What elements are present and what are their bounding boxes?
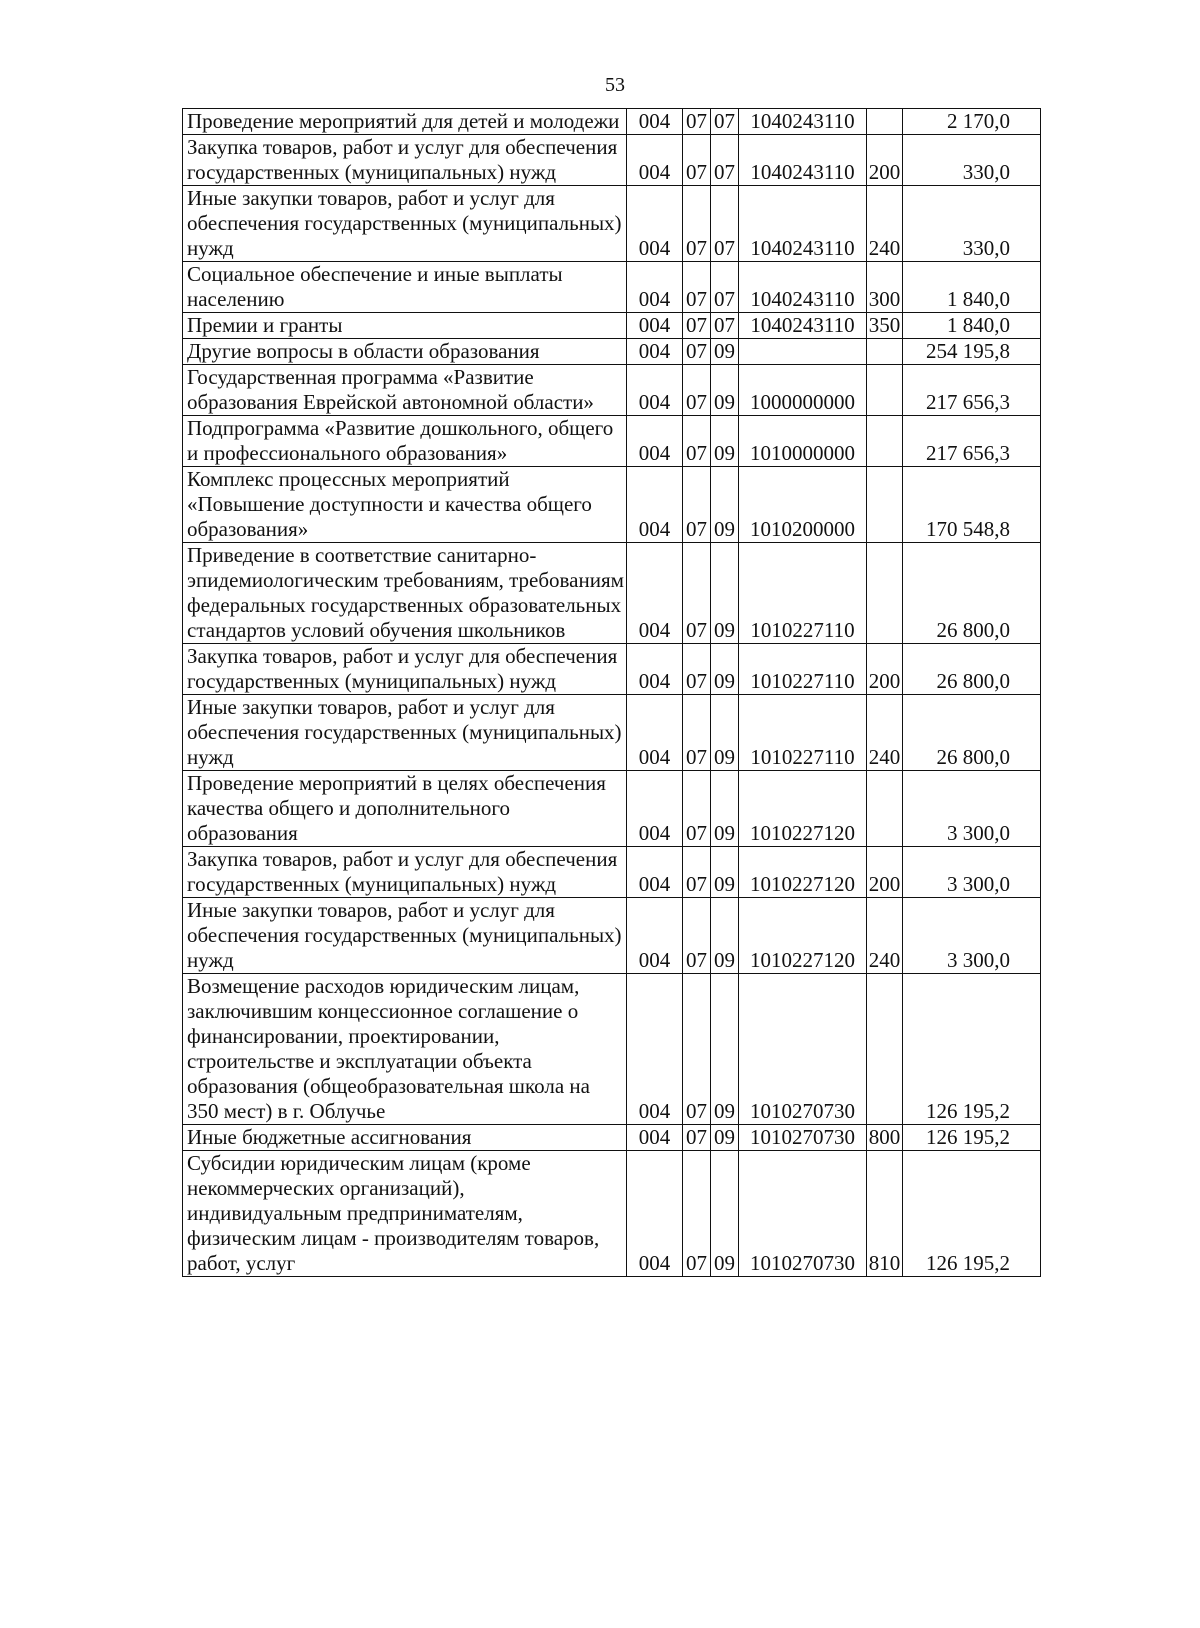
amount-cell: 1 840,0 <box>903 262 1041 313</box>
section-code-cell: 07 <box>683 339 711 365</box>
subsection-code-cell: 09 <box>711 1151 739 1277</box>
target-article-cell: 1010227120 <box>739 771 867 847</box>
ministry-code-cell: 004 <box>627 898 683 974</box>
budget-table <box>182 108 1041 1277</box>
row-name-cell: Государственная программа «Развитие образования Еврейской автономной области» <box>183 365 627 416</box>
row-name-cell: Иные закупки товаров, работ и услуг для обеспечения государственных (муниципальных) нужд <box>183 186 627 262</box>
expense-type-cell <box>867 543 903 644</box>
row-name-cell: Приведение в соответствие санитарно-эпидемиологическим требованиям, требованиям федеральных государственных образовательных стандартов условий обучения школьников <box>183 543 627 644</box>
expense-type-cell: 240 <box>867 186 903 262</box>
table-row <box>183 416 1041 467</box>
row-name-cell: Возмещение расходов юридическим лицам, заключившим концессионное соглашение о финансировании, проектировании, строительстве и эксплуатации объекта образования (общеобразовательная школа на 350 мест) в г. Облучье <box>183 974 627 1125</box>
target-article-cell: 1010227110 <box>739 543 867 644</box>
amount-cell: 26 800,0 <box>903 644 1041 695</box>
target-article-cell: 1010227120 <box>739 847 867 898</box>
row-name-cell: Подпрограмма «Развитие дошкольного, общего и профессионального образования» <box>183 416 627 467</box>
row-name-cell: Социальное обеспечение и иные выплаты населению <box>183 262 627 313</box>
section-code-cell: 07 <box>683 1151 711 1277</box>
target-article-cell: 1010270730 <box>739 1151 867 1277</box>
table-row <box>183 695 1041 771</box>
expense-type-cell: 810 <box>867 1151 903 1277</box>
expense-type-cell: 240 <box>867 695 903 771</box>
table-row <box>183 644 1041 695</box>
table-row <box>183 339 1041 365</box>
table-row <box>183 898 1041 974</box>
amount-cell: 1 840,0 <box>903 313 1041 339</box>
row-name-cell: Проведение мероприятий для детей и молодежи <box>183 109 627 135</box>
subsection-code-cell: 09 <box>711 416 739 467</box>
target-article-cell: 1010270730 <box>739 974 867 1125</box>
table-row <box>183 313 1041 339</box>
section-code-cell: 07 <box>683 416 711 467</box>
target-article-cell: 1010227120 <box>739 898 867 974</box>
expense-type-cell: 200 <box>867 847 903 898</box>
table-row <box>183 467 1041 543</box>
ministry-code-cell: 004 <box>627 644 683 695</box>
amount-cell: 126 195,2 <box>903 1151 1041 1277</box>
expense-type-cell <box>867 467 903 543</box>
ministry-code-cell: 004 <box>627 262 683 313</box>
amount-cell: 3 300,0 <box>903 771 1041 847</box>
ministry-code-cell: 004 <box>627 467 683 543</box>
table-row <box>183 109 1041 135</box>
ministry-code-cell: 004 <box>627 109 683 135</box>
row-name-cell: Комплекс процессных мероприятий «Повышение доступности и качества общего образования» <box>183 467 627 543</box>
subsection-code-cell: 09 <box>711 467 739 543</box>
target-article-cell: 1040243110 <box>739 186 867 262</box>
expense-type-cell: 300 <box>867 262 903 313</box>
row-name-cell: Иные бюджетные ассигнования <box>183 1125 627 1151</box>
subsection-code-cell: 09 <box>711 695 739 771</box>
subsection-code-cell: 07 <box>711 186 739 262</box>
row-name-cell: Закупка товаров, работ и услуг для обеспечения государственных (муниципальных) нужд <box>183 135 627 186</box>
ministry-code-cell: 004 <box>627 1151 683 1277</box>
target-article-cell: 1010227110 <box>739 644 867 695</box>
amount-cell: 330,0 <box>903 186 1041 262</box>
amount-cell: 26 800,0 <box>903 543 1041 644</box>
row-name-cell: Проведение мероприятий в целях обеспечения качества общего и дополнительного образования <box>183 771 627 847</box>
amount-cell: 217 656,3 <box>903 365 1041 416</box>
table-row <box>183 262 1041 313</box>
amount-cell: 2 170,0 <box>903 109 1041 135</box>
amount-cell: 254 195,8 <box>903 339 1041 365</box>
subsection-code-cell: 09 <box>711 898 739 974</box>
ministry-code-cell: 004 <box>627 543 683 644</box>
expense-type-cell: 800 <box>867 1125 903 1151</box>
amount-cell: 330,0 <box>903 135 1041 186</box>
target-article-cell: 1010200000 <box>739 467 867 543</box>
row-name-cell: Иные закупки товаров, работ и услуг для обеспечения государственных (муниципальных) нужд <box>183 695 627 771</box>
expense-type-cell <box>867 974 903 1125</box>
section-code-cell: 07 <box>683 974 711 1125</box>
section-code-cell: 07 <box>683 135 711 186</box>
subsection-code-cell: 07 <box>711 262 739 313</box>
section-code-cell: 07 <box>683 313 711 339</box>
subsection-code-cell: 09 <box>711 847 739 898</box>
row-name-cell: Субсидии юридическим лицам (кроме некоммерческих организаций), индивидуальным предпринимателям, физическим лицам - производителям товаров, работ, услуг <box>183 1151 627 1277</box>
table-row <box>183 365 1041 416</box>
section-code-cell: 07 <box>683 644 711 695</box>
target-article-cell: 1040243110 <box>739 109 867 135</box>
row-name-cell: Иные закупки товаров, работ и услуг для обеспечения государственных (муниципальных) нужд <box>183 898 627 974</box>
table-row <box>183 135 1041 186</box>
expense-type-cell <box>867 771 903 847</box>
ministry-code-cell: 004 <box>627 135 683 186</box>
row-name-cell: Закупка товаров, работ и услуг для обеспечения государственных (муниципальных) нужд <box>183 644 627 695</box>
expense-type-cell <box>867 339 903 365</box>
table-body <box>183 109 1041 1277</box>
amount-cell: 3 300,0 <box>903 898 1041 974</box>
section-code-cell: 07 <box>683 186 711 262</box>
amount-cell: 26 800,0 <box>903 695 1041 771</box>
target-article-cell: 1010000000 <box>739 416 867 467</box>
section-code-cell: 07 <box>683 109 711 135</box>
target-article-cell: 1040243110 <box>739 262 867 313</box>
amount-cell: 170 548,8 <box>903 467 1041 543</box>
amount-cell: 217 656,3 <box>903 416 1041 467</box>
section-code-cell: 07 <box>683 467 711 543</box>
table-row <box>183 974 1041 1125</box>
target-article-cell: 1040243110 <box>739 313 867 339</box>
subsection-code-cell: 07 <box>711 109 739 135</box>
subsection-code-cell: 09 <box>711 644 739 695</box>
table-row <box>183 186 1041 262</box>
table-row <box>183 771 1041 847</box>
table-row <box>183 543 1041 644</box>
expense-type-cell <box>867 109 903 135</box>
subsection-code-cell: 09 <box>711 1125 739 1151</box>
target-article-cell: 1010270730 <box>739 1125 867 1151</box>
subsection-code-cell: 07 <box>711 135 739 186</box>
subsection-code-cell: 07 <box>711 313 739 339</box>
ministry-code-cell: 004 <box>627 313 683 339</box>
subsection-code-cell: 09 <box>711 771 739 847</box>
amount-cell: 126 195,2 <box>903 974 1041 1125</box>
subsection-code-cell: 09 <box>711 365 739 416</box>
target-article-cell: 1040243110 <box>739 135 867 186</box>
amount-cell: 3 300,0 <box>903 847 1041 898</box>
section-code-cell: 07 <box>683 771 711 847</box>
section-code-cell: 07 <box>683 695 711 771</box>
ministry-code-cell: 004 <box>627 974 683 1125</box>
subsection-code-cell: 09 <box>711 339 739 365</box>
target-article-cell: 1010227110 <box>739 695 867 771</box>
section-code-cell: 07 <box>683 847 711 898</box>
row-name-cell: Другие вопросы в области образования <box>183 339 627 365</box>
ministry-code-cell: 004 <box>627 416 683 467</box>
expense-type-cell <box>867 416 903 467</box>
section-code-cell: 07 <box>683 262 711 313</box>
expense-type-cell <box>867 365 903 416</box>
expense-type-cell: 200 <box>867 135 903 186</box>
subsection-code-cell: 09 <box>711 974 739 1125</box>
ministry-code-cell: 004 <box>627 365 683 416</box>
table-row <box>183 1125 1041 1151</box>
section-code-cell: 07 <box>683 898 711 974</box>
amount-cell: 126 195,2 <box>903 1125 1041 1151</box>
target-article-cell: 1000000000 <box>739 365 867 416</box>
expense-type-cell: 240 <box>867 898 903 974</box>
ministry-code-cell: 004 <box>627 1125 683 1151</box>
section-code-cell: 07 <box>683 365 711 416</box>
page-number: 53 <box>605 74 625 96</box>
table-row <box>183 1151 1041 1277</box>
target-article-cell <box>739 339 867 365</box>
ministry-code-cell: 004 <box>627 186 683 262</box>
section-code-cell: 07 <box>683 543 711 644</box>
ministry-code-cell: 004 <box>627 695 683 771</box>
expense-type-cell: 350 <box>867 313 903 339</box>
section-code-cell: 07 <box>683 1125 711 1151</box>
subsection-code-cell: 09 <box>711 543 739 644</box>
ministry-code-cell: 004 <box>627 847 683 898</box>
ministry-code-cell: 004 <box>627 771 683 847</box>
row-name-cell: Закупка товаров, работ и услуг для обеспечения государственных (муниципальных) нужд <box>183 847 627 898</box>
table-row <box>183 847 1041 898</box>
ministry-code-cell: 004 <box>627 339 683 365</box>
expense-type-cell: 200 <box>867 644 903 695</box>
row-name-cell: Премии и гранты <box>183 313 627 339</box>
